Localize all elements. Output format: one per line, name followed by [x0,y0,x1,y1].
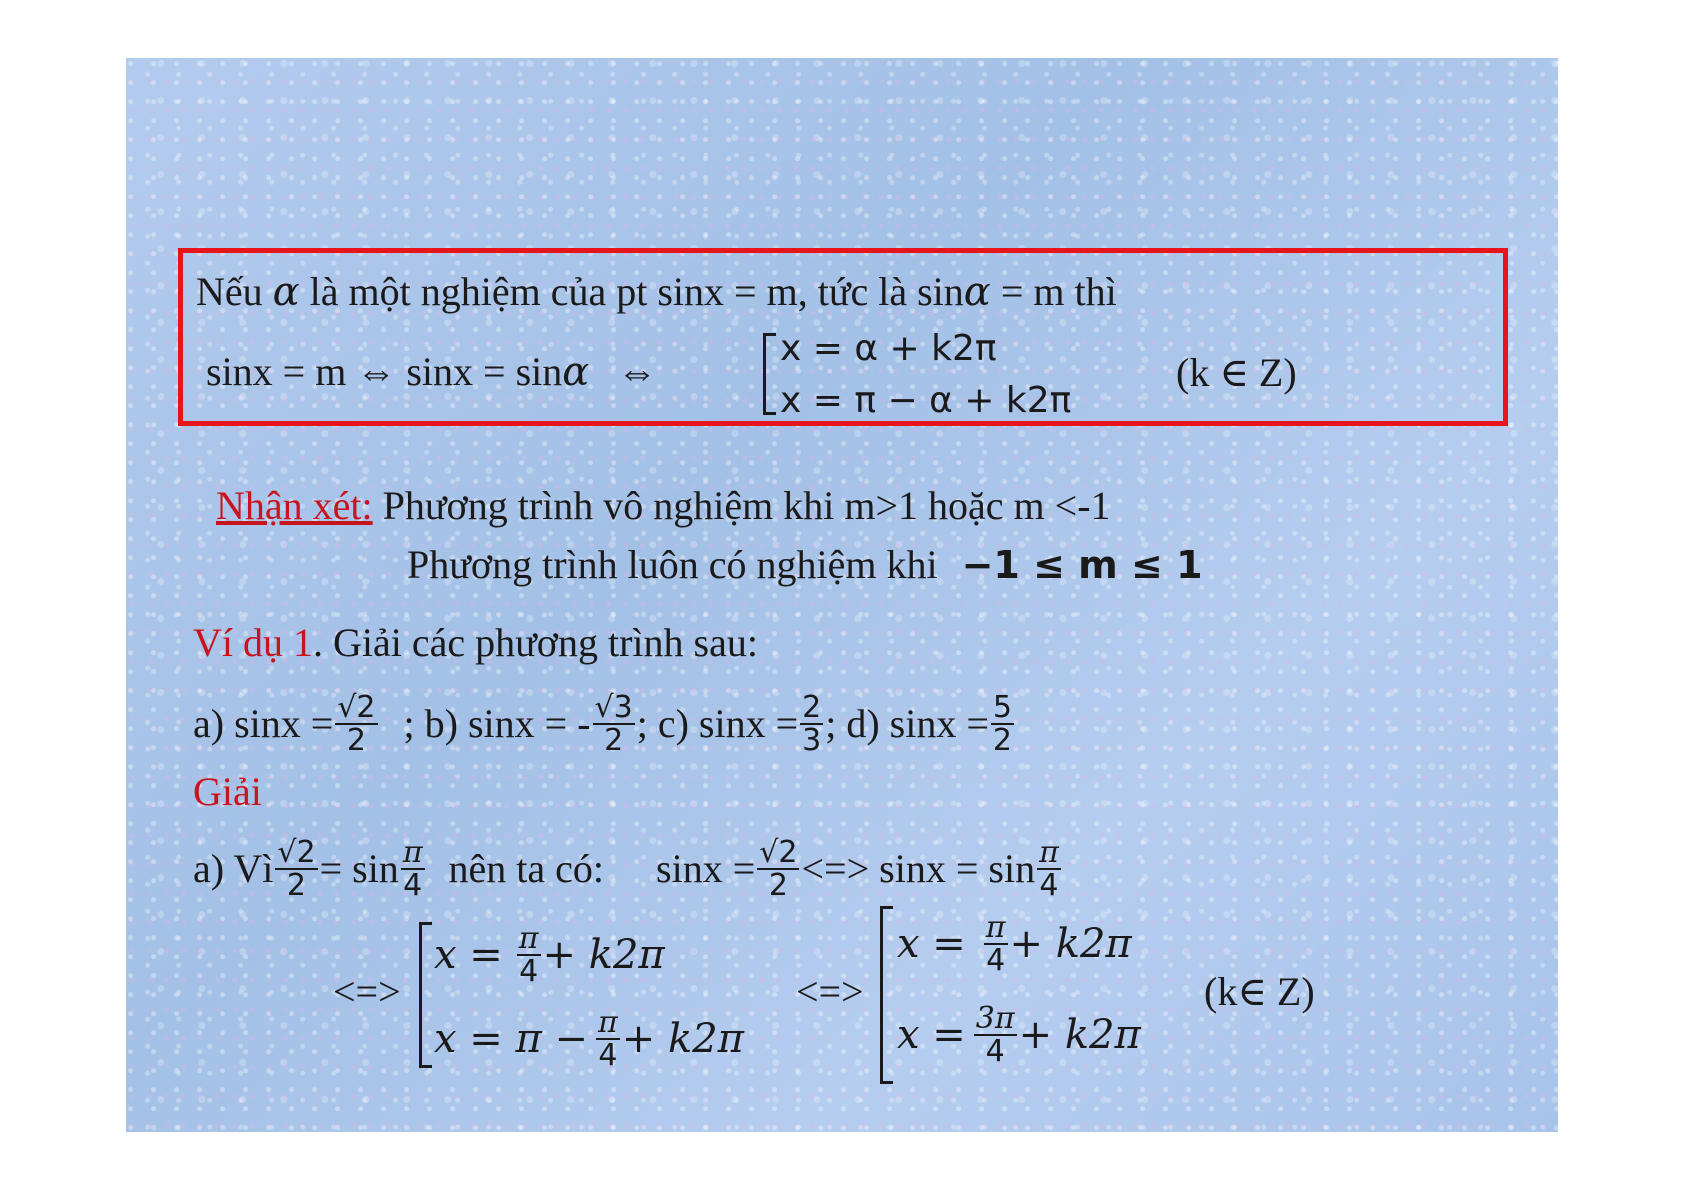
frac-den: 4 [519,954,539,989]
remark-text-2: Phương trình luôn có nghiệm khi [407,542,938,587]
s1-pi-over-4 [517,920,541,989]
text-line1-mid: là một nghiệm của pt sinx = m, tức là sin [309,269,964,314]
frac-num: π [1039,834,1059,870]
frac-den: 2 [768,868,788,903]
system-1-bracket [419,922,432,1068]
eq-b-fraction [593,689,635,758]
remark-line-2 [407,542,1203,587]
eq-c-fraction [800,689,823,758]
sol-nen-ta-co: nên ta có: [448,846,605,891]
equivalence-lhs: sinx = m ⇔ sinx = sin [206,349,563,394]
alpha-symbol-3: α [562,349,590,395]
eq-d-fraction [991,689,1014,758]
frac-num: π [402,834,423,870]
frac-den: 4 [986,943,1006,978]
frac-den: 3 [802,723,822,758]
r2-3pi-over-4 [974,1000,1017,1069]
frac-num: π [598,1004,618,1040]
example-title: . Giải các phương trình sau: [313,620,758,665]
frac-num: π [985,909,1006,945]
frac-num: π [518,920,539,956]
remark-line-1 [216,483,1111,528]
frac-num: √2 [337,689,376,725]
system-1-row-2 [434,1000,744,1078]
eq-a-fraction [335,689,377,758]
frac-den: 2 [346,723,366,758]
s2-tail: + k2π [621,1016,744,1062]
s1-tail: + k2π [542,932,665,978]
case-1: x = α + k2π [780,328,997,369]
r1-pi-over-4 [984,909,1008,978]
example-label: Ví dụ 1 [193,620,313,665]
theorem-line-2 [206,349,658,395]
s1-x: x = [434,932,503,978]
frac-den: 2 [286,868,306,903]
frac-num: 2 [802,689,822,725]
example-heading [193,620,758,665]
system-2-row-2 [897,996,1141,1074]
eq-a-prefix: a) sinx = [193,701,334,746]
system-2-bracket [880,906,893,1084]
sol-sqrt2-over-2 [275,834,317,903]
integer-condition: (k ∈ Z) [1176,350,1297,395]
remark-label: Nhận xét: [216,483,373,528]
frac-num: 5 [992,689,1013,725]
remark-inequality: −1 ≤ m ≤ 1 [961,543,1203,587]
iff-2: <=> [796,969,864,1014]
frac-den: 2 [992,723,1013,758]
sol-vi: a) Vì [193,846,274,891]
theorem-line-1 [196,269,1117,315]
system-1-row-1 [434,916,665,994]
iff-1: <=> [333,969,401,1014]
alpha-symbol: α [272,269,300,315]
solution-a-line [193,826,1063,912]
case-2: x = π − α + k2π [780,380,1072,421]
frac-den: 4 [1039,868,1059,903]
sol-pi-over-4 [401,834,425,903]
r1-x: x = [897,921,966,967]
frac-den: 4 [985,1034,1005,1069]
sol-sinx-eq: sinx = [656,846,756,891]
example-equations [193,684,1016,764]
eq-c-prefix: ; c) sinx = [636,701,799,746]
s2-pi-over-4 [596,1004,620,1073]
frac-den: 4 [598,1038,618,1073]
s2-x: x = π − [434,1016,589,1062]
system-2-row-1 [897,905,1132,983]
frac-num: √3 [594,689,633,725]
frac-num: √2 [277,834,316,870]
alpha-symbol-2: α [963,269,991,315]
sol-sqrt2-over-2-b [757,834,799,903]
r2-x: x = [897,1012,966,1058]
r1-tail: + k2π [1009,921,1132,967]
frac-num: √2 [759,834,798,870]
text-line1-post: = m thì [1000,269,1117,314]
solution-integer-condition: (k∈ Z) [1204,969,1315,1014]
eq-b-prefix: ; b) sinx = - [403,701,591,746]
frac-den: 4 [403,868,423,903]
sol-pi-over-4-b [1037,834,1061,903]
sol-eq-sin: = sin [319,846,399,891]
frac-num: 3π [975,1000,1015,1036]
frac-den: 2 [604,723,624,758]
iff-symbol: ⇔ [617,349,658,394]
solution-label: Giải [193,769,262,814]
eq-d-prefix: ; d) sinx = [825,701,989,746]
sol-iff-sin: <=> sinx = sin [801,846,1036,891]
case-bracket [763,333,776,415]
remark-text-1: Phương trình vô nghiệm khi m>1 hoặc m <-1 [382,483,1111,528]
r2-tail: + k2π [1018,1012,1141,1058]
text-neu: Nếu [196,269,263,314]
